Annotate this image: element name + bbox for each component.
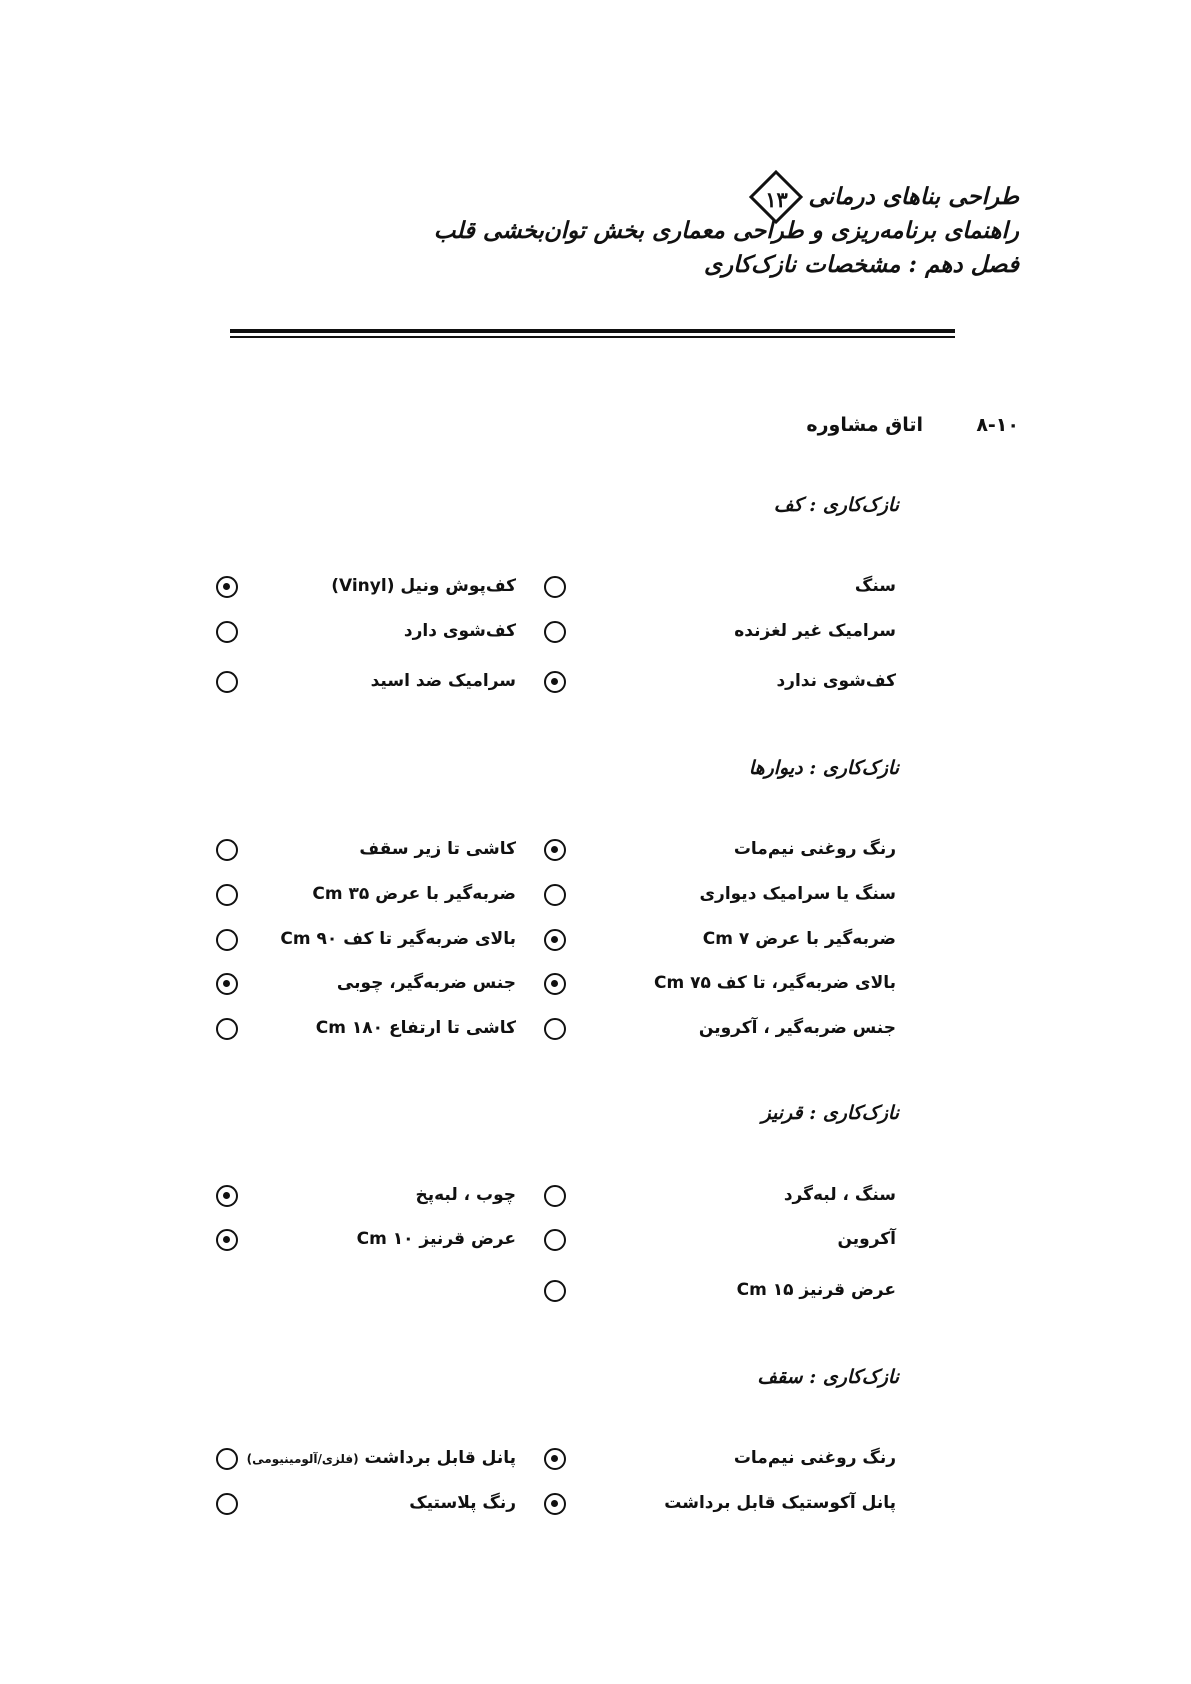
radio-button[interactable]	[544, 884, 566, 906]
option-label: کف‌شوی ندارد	[776, 671, 896, 691]
radio-button[interactable]	[544, 1185, 566, 1207]
chapter-title: فصل دهم : مشخصات نازک‌کاری	[703, 251, 1019, 278]
option-item	[544, 574, 896, 602]
option-label: کف‌شوی دارد	[403, 621, 516, 641]
radio-button[interactable]	[216, 1018, 238, 1040]
radio-button[interactable]	[216, 621, 238, 643]
header-rule-thick	[230, 329, 955, 333]
option-item	[544, 971, 896, 999]
book-subtitle: راهنمای برنامه‌ریزی و طراحی معماری بخش توان‌بخشی قلب	[433, 217, 1019, 244]
radio-button[interactable]	[544, 1448, 566, 1470]
option-item	[216, 1227, 516, 1255]
book-title-line	[434, 180, 1019, 214]
option-label-text: پانل قابل برداشت	[364, 1448, 516, 1468]
header-rule-thin	[230, 336, 955, 338]
option-item	[544, 1446, 896, 1474]
radio-button[interactable]	[216, 1493, 238, 1515]
option-item	[216, 1016, 516, 1044]
option-label: ضربه‌گیر با عرض ۷ Cm	[702, 929, 896, 949]
walls-heading: نازک‌کاری : دیوارها	[748, 757, 899, 779]
radio-button[interactable]	[216, 929, 238, 951]
option-item	[544, 1183, 896, 1211]
option-item	[544, 1278, 896, 1306]
option-label: آکروین	[837, 1229, 896, 1249]
option-label: کاشی تا زیر سقف	[359, 839, 516, 859]
option-label: رنگ پلاستیک	[409, 1493, 516, 1513]
book-number-badge	[748, 169, 804, 225]
option-label: سنگ یا سرامیک دیواری	[699, 884, 896, 904]
radio-button[interactable]	[216, 576, 238, 598]
radio-button[interactable]	[544, 1018, 566, 1040]
ceiling-heading: نازک‌کاری : سقف	[757, 1366, 899, 1388]
option-label: عرض قرنیز ۱۰ Cm	[356, 1229, 516, 1249]
option-item	[544, 669, 896, 697]
radio-button[interactable]	[544, 671, 566, 693]
option-label: کاشی تا ارتفاع ۱۸۰ Cm	[315, 1018, 516, 1038]
option-label: پانل آکوستیک قابل برداشت	[664, 1493, 896, 1513]
option-item	[216, 574, 516, 602]
option-item	[216, 1491, 516, 1519]
section-heading	[806, 414, 1019, 436]
option-label: رنگ روغنی نیم‌مات	[733, 839, 896, 859]
option-item	[544, 1227, 896, 1255]
radio-button[interactable]	[544, 839, 566, 861]
option-label: بالای ضربه‌گیر، تا کف ۷۵ Cm	[653, 973, 896, 993]
radio-button[interactable]	[216, 839, 238, 861]
option-label: رنگ روغنی نیم‌مات	[733, 1448, 896, 1468]
option-label: جنس ضربه‌گیر، چوبی	[336, 973, 516, 993]
radio-button[interactable]	[216, 1229, 238, 1251]
option-label: سرامیک غیر لغزنده	[734, 621, 896, 641]
option-label: کف‌پوش ونیل (Vinyl)	[331, 576, 516, 596]
radio-button[interactable]	[216, 1448, 238, 1470]
section-number: ۸-۱۰	[976, 414, 1019, 436]
radio-button[interactable]	[544, 1229, 566, 1251]
radio-button[interactable]	[216, 884, 238, 906]
radio-button[interactable]	[544, 576, 566, 598]
option-item	[544, 1491, 896, 1519]
option-label: چوب ، لبه‌پخ	[415, 1185, 516, 1205]
option-label: عرض قرنیز ۱۵ Cm	[736, 1280, 896, 1300]
radio-button[interactable]	[544, 621, 566, 643]
radio-button[interactable]	[544, 1493, 566, 1515]
floor-heading: نازک‌کاری : کف	[773, 494, 899, 516]
running-header	[434, 180, 1019, 282]
option-label: سرامیک ضد اسید	[370, 671, 516, 691]
book-title: طراحی بناهای درمانی	[808, 183, 1019, 210]
cornice-heading: نازک‌کاری : قرنیز	[761, 1102, 899, 1124]
radio-button[interactable]	[216, 973, 238, 995]
option-label: بالای ضربه‌گیر تا کف ۹۰ Cm	[280, 929, 516, 949]
section-title: اتاق مشاوره	[806, 414, 923, 436]
radio-button[interactable]	[544, 973, 566, 995]
option-label	[247, 1448, 516, 1468]
option-label: سنگ ، لبه‌گرد	[783, 1185, 896, 1205]
option-item	[216, 619, 516, 647]
book-number: ۱۳	[765, 187, 788, 212]
option-label: جنس ضربه‌گیر ، آکروین	[698, 1018, 896, 1038]
option-label: سنگ	[854, 576, 896, 596]
option-item	[216, 1183, 516, 1211]
option-item	[216, 1446, 516, 1474]
option-item	[544, 1016, 896, 1044]
option-label: ضربه‌گیر با عرض ۳۵ Cm	[312, 884, 516, 904]
option-item	[544, 837, 896, 865]
option-item	[216, 837, 516, 865]
option-item	[216, 882, 516, 910]
option-item	[216, 971, 516, 999]
option-label-note: (فلزی/آلومینیومی)	[246, 1452, 359, 1466]
radio-button[interactable]	[216, 671, 238, 693]
option-item	[216, 669, 516, 697]
radio-button[interactable]	[216, 1185, 238, 1207]
radio-button[interactable]	[544, 929, 566, 951]
option-item	[544, 882, 896, 910]
option-item	[216, 927, 516, 955]
radio-button[interactable]	[544, 1280, 566, 1302]
option-item	[544, 927, 896, 955]
option-item	[544, 619, 896, 647]
